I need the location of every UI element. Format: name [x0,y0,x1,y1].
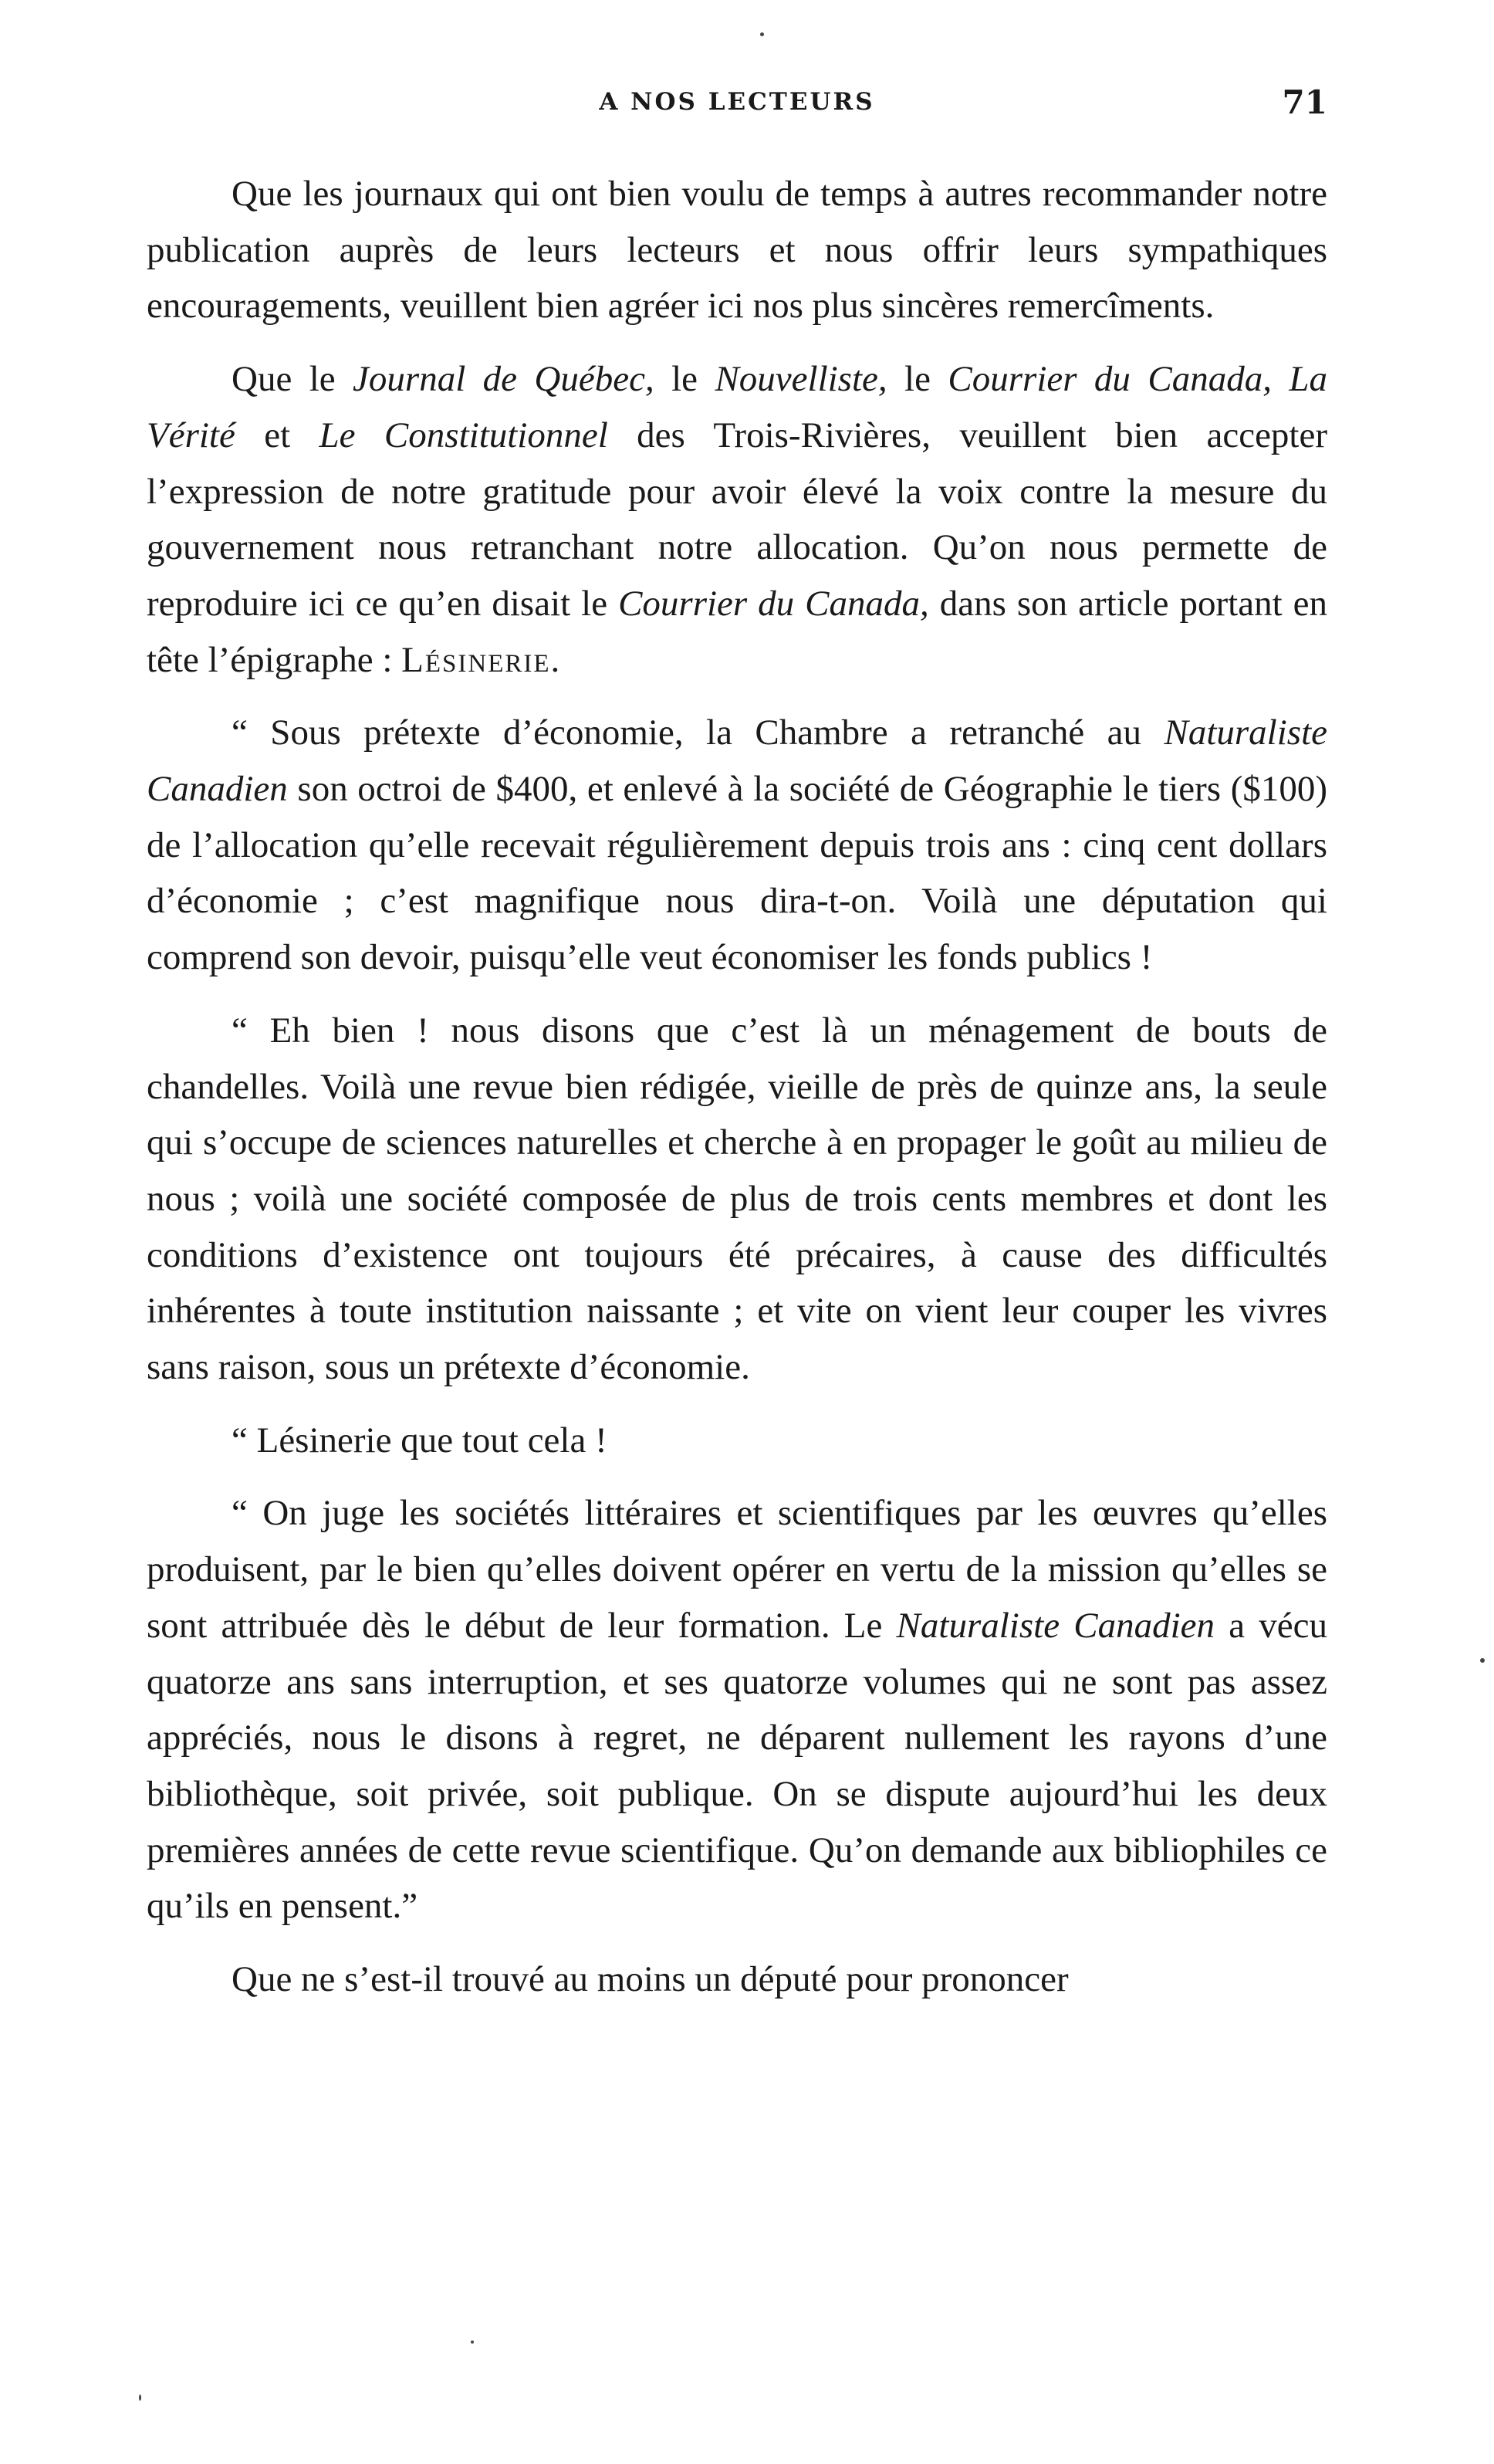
paragraph-5: “ Lésinerie que tout cela ! [232,1420,607,1460]
paragraph-7: Que ne s’est-il trouvé au moins un député pour prononcer [232,1959,1069,2000]
epigraph: Lésinerie. [401,639,562,680]
running-head [147,83,1327,130]
text-run: des Trois-Rivières, veuillent bien accepter l’expression de notre gratitude pour avoir élevé la voix contre la mesure du gouvernement nous retranchant notre allocation. Qu’on nous permette de reproduire ici ce qu’en disait le [147,415,1328,624]
body-text [147,166,1327,2025]
italic-title: Courrier du Canada, [618,583,929,624]
italic-title: Le Constitutionnel [319,415,608,455]
text-run: et [235,415,319,455]
italic-title: Naturaliste Canadien [147,712,1327,810]
paragraph-3 [147,705,1327,986]
italic-title: Journal de Québec, [353,359,654,400]
text-run: a vécu quatorze ans sans interruption, et ses quatorze volumes qui ne sont pas assez appréciés, nous le disons à regret, ne déparent nullement les rayons d’une bibliothèque, soit privée, soit publique. On se dispute aujourd’hui les deux premières années de cette revue scientifique. Qu’on demande aux bibliophiles ce qu’ils en pensent.” [147,1605,1327,1927]
italic-title: Courrier du Canada, La Vérité [147,359,1327,455]
text-run: “ On juge les sociétés littéraires et scientifiques par les œuvres qu’elles produisent, par le bien qu’elles doivent opérer en vertu de la mission qu’elles se sont attribuée dès le début de leur formation. Le [147,1493,1327,1646]
text-run: dans son article portant en tête l’épigraphe : [147,583,1327,680]
italic-title: Nouvelliste, [715,359,887,400]
text-run: le [887,359,948,400]
text-run: le [654,359,715,400]
paragraph-4: “ Eh bien ! nous disons que c’est là un ménagement de bouts de chandelles. Voilà une revue bien rédigée, vieille de près de quinze ans, la seule qui s’occupe de sciences naturelles et cherche à en propager le goût au milieu de nous ; voilà une société composée de plus de trois cents membres et dont les conditions d’existence ont toujours été précaires, à cause des difficultés inhérentes à toute institution naissante ; et vite on vient leur couper les vivres sans raison, sous un prétexte d’économie. [147,1010,1327,1388]
page-number: 71 [1282,83,1327,121]
text-run: son octroi de $400, et enlevé à la société de Géographie le tiers ($100) de l’allocation qu’elle recevait régulièrement depuis trois ans : cinq cent dollars d’économie ; c’est magnifique nous dira-t-on. Voilà une députation qui comprend son devoir, puisqu’elle veut économiser les fonds publics ! [147,769,1327,978]
text-run: “ Sous prétexte d’économie, la Chambre a retranché au [232,712,1164,753]
text-run: Que le [232,359,353,400]
paragraph-6 [147,1485,1327,1934]
running-title: A NOS LECTEURS [599,88,875,116]
paragraph-1: Que les journaux qui ont bien voulu de temps à autres recommander notre publication auprès de leurs lecteurs et nous offrir leurs sympathiques encouragements, veuillent bien agréer ici nos plus sincères remercîments. [147,174,1327,327]
italic-title: Naturaliste Canadien [896,1605,1215,1646]
ink-speck [139,2395,141,2401]
ink-speck [760,32,764,36]
paragraph-2 [147,351,1327,688]
ink-speck [471,2340,474,2344]
ink-speck [1480,1658,1485,1663]
